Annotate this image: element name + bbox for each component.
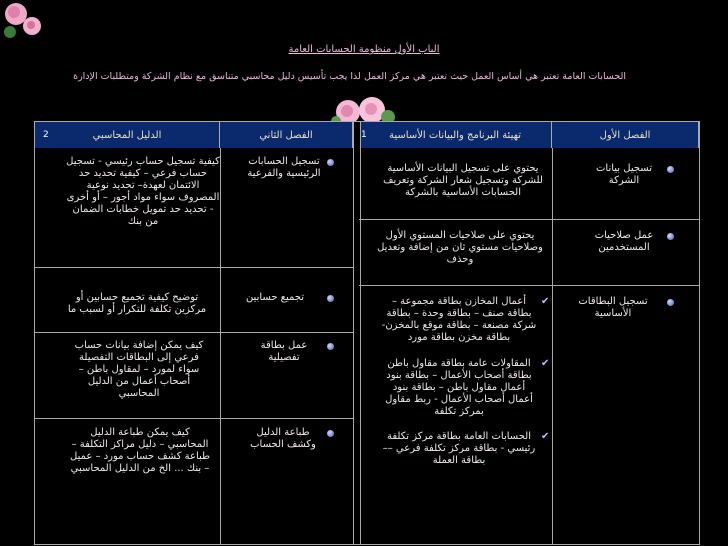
right-header-chapter — [552, 122, 699, 148]
left-row-separator — [35, 267, 353, 268]
right-row-3-item-3: الحسابات العامة بطاقة مركز تكلفة رئيسي - بطاقة مركز تكلفة فرعي –– بطاقة العملة — [382, 431, 536, 466]
right-row-1-name: تسجيل بيانات الشركة — [595, 163, 653, 186]
right-row-2-desc: يحتوي على صلاحيات المستوي الأول وصلاحيات مستوي ثان من إضافة وتعديل وحذف — [377, 230, 543, 265]
content-table — [34, 121, 700, 545]
right-header-num: 1 — [361, 130, 367, 140]
left-row-2-desc: توضيح كيفية تجميع حسابين أو مركزين تكلفة للتكرار أو لسبب ما — [67, 292, 207, 315]
bullet-icon — [667, 299, 674, 306]
right-row-separator — [359, 219, 699, 220]
bullet-icon — [327, 343, 334, 350]
left-row-3-desc: كيف يمكن إضافة بيانات حساب فرعي إلى البطاقات التفصيلة سواء لمورد – لمقاول باطن – أصحاب أعمال من الدليل المحاسبي — [74, 340, 204, 399]
left-row-1-desc: كيفية تسجيل حساب رئيسي - تسجيل حساب فرعي – كيفية تحديد حد الائتمان لعهدة– تحديد نوعية المصروف سواء مواد أجور – أو أخرى - تحديد حد تمويل خطابات الضمان من بنك — [66, 156, 220, 227]
left-row-2-name: تجميع حسابين — [245, 292, 305, 303]
intro-text: الحسابات العامة تعتبر هي أساس العمل حيث تعتبر هي مركز العمل لذا يجب تأسيس دليل محاسبي متناسق مع نظام الشركة ومتطلبات الإدارة — [73, 71, 626, 82]
right-header-desc-label: تهيئة البرنامج والبيانات الأساسية — [389, 129, 521, 141]
right-row-2-name: عمل صلاحيات المستخدمين — [594, 230, 654, 253]
right-row-3-name: تسجيل البطاقات الأساسية — [578, 296, 648, 319]
bullet-icon — [667, 233, 674, 240]
right-row-3-item-2: المقاولات عامة بطاقة مقاول باطن بطاقة أصحاب الأعمال – بطاقة بنود أعمال مقاول باطن – بطاقة بنود أعمال أصحاب الأعمال - ربط مقاول بمركز تكلفة — [385, 358, 533, 417]
bullet-icon — [327, 430, 334, 437]
left-header-chapter — [220, 122, 353, 148]
right-row-separator — [359, 285, 699, 286]
left-header-chapter-label: الفصل الثاني — [259, 129, 313, 141]
right-header-chapter-label: الفصل الأول — [599, 129, 651, 141]
left-row-separator — [35, 418, 353, 419]
left-header-guide — [35, 122, 220, 148]
left-row-3-name: عمل بطاقة تفصيلية — [260, 340, 308, 363]
bullet-icon — [327, 295, 334, 302]
page-title: الباب الأول منظومة الحسابات العامة — [288, 44, 440, 55]
right-header-desc — [359, 122, 552, 148]
column-divider — [353, 122, 361, 544]
right-row-3-item-1: أعمال المخازن بطاقة مجموعة – بطاقة صنف – بطاقة وحدة – بطاقة شركة مصنعة – بطاقة موقع بالمخزن- بطاقة مخزن بطاقة مورد — [381, 296, 537, 343]
left-row-separator — [35, 332, 353, 333]
left-header-num: 2 — [43, 130, 49, 140]
rose-ornament-top-left — [0, 0, 46, 44]
left-header-guide-label: الدليل المحاسبي — [92, 129, 162, 141]
right-row-1-desc: يحتوي على تسجيل البيانات الأساسية للشركة وتسجيل شعار الشركة وتعريف الحسابات الأساسية بالشركة — [383, 163, 543, 198]
bullet-icon — [667, 166, 674, 173]
left-row-1-name: تسجيل الحسابات الرئيسية والفرعية — [247, 156, 321, 179]
checkmark-icon: ✔ — [541, 296, 550, 307]
checkmark-icon: ✔ — [541, 358, 550, 369]
right-inner-separator — [552, 148, 553, 544]
left-row-4-desc: كيف يمكن طباعة الدليل المحاسبي – دليل مراكز التكلفة – طباعة كشف حساب مورد – عميل – بنك ... الخ من الدليل المحاسبي — [70, 427, 210, 474]
left-row-4-name: طباعة الدليل وكشف الحساب — [250, 427, 316, 450]
bullet-icon — [327, 159, 334, 166]
checkmark-icon: ✔ — [541, 431, 550, 442]
